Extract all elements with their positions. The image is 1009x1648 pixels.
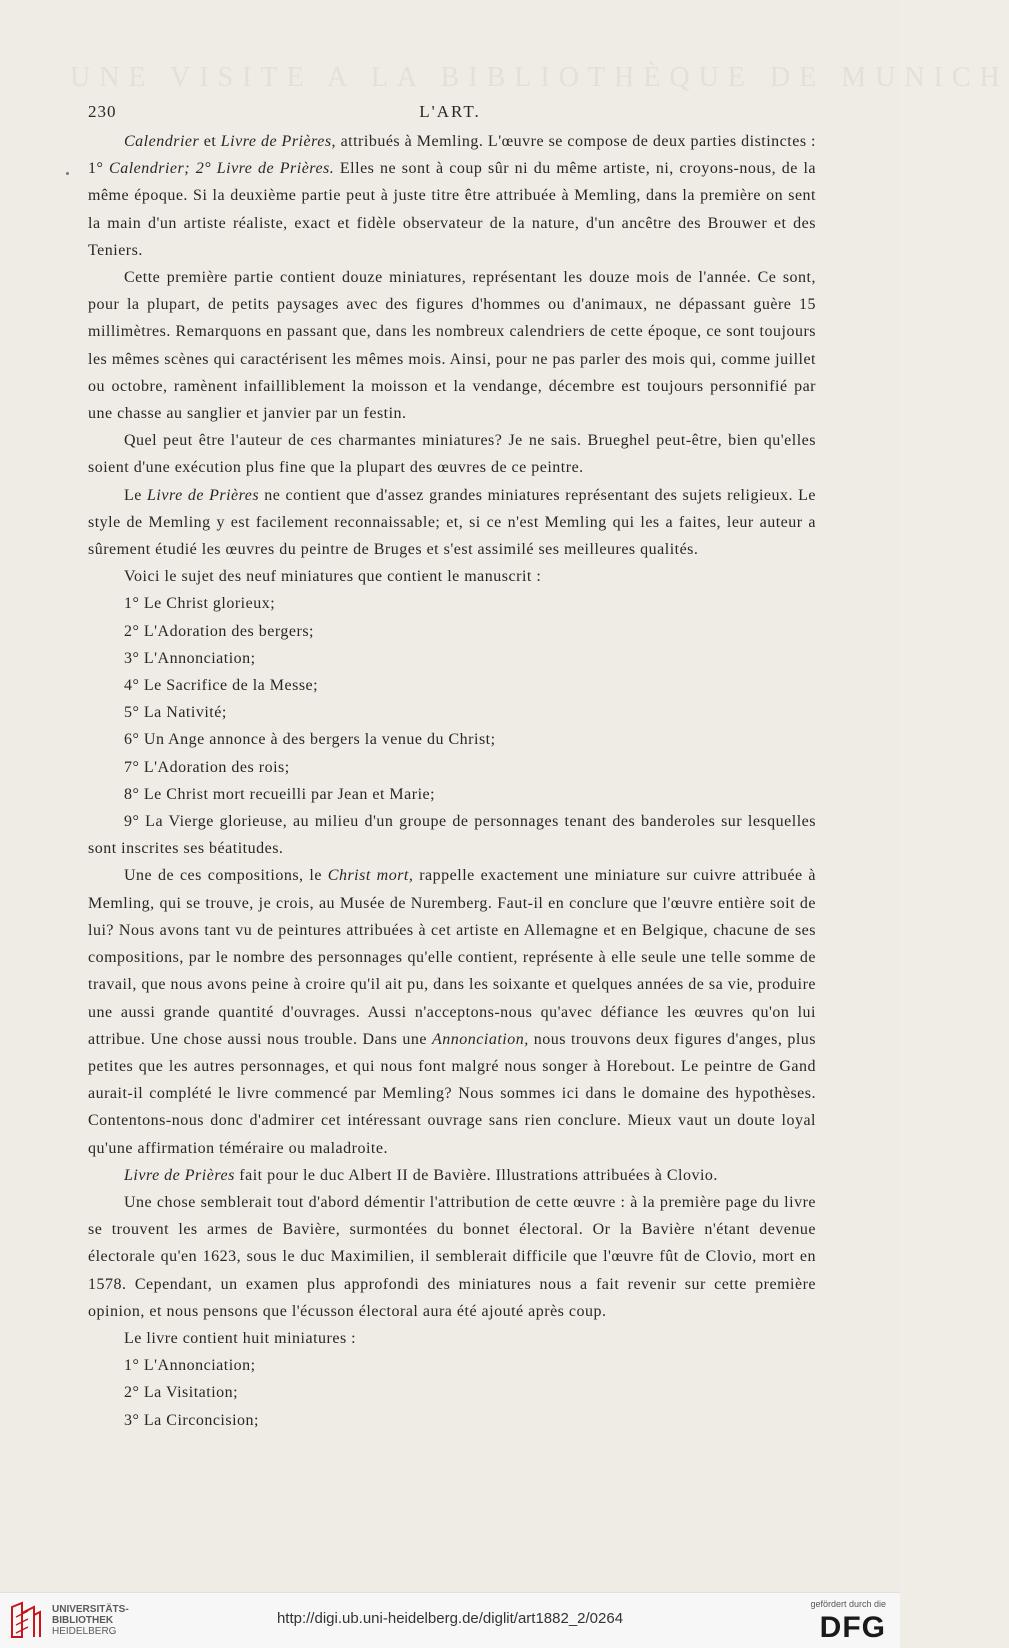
- paragraph: Le livre contient huit miniatures :: [124, 1329, 357, 1347]
- paragraph: Le Livre de Prières ne contient que d'assez grandes miniatures représentant des sujets religieux. Le style de Memling y est facilement reconnaissable; et, si ce n'est Memling qui les a faites, leur auteur a sûrement étudié les œuvres du peintre de Bruges et s'est assimilé ses meilleures qualités.: [88, 486, 817, 559]
- paragraph: Cette première partie contient douze miniatures, représentant les douze mois de l'année. Ce sont, pour la plupart, de petits paysages avec des figures d'hommes ou d'animaux, ne dépassant guère 15 millimètres. Remarquons en passant que, dans les nombreux calendriers de cette époque, ce sont toujours les mêmes scènes qui caractérisent les mêmes mois. Ainsi, pour ne pas parler des mois qui, comme juillet ou octobre, ramènent infailliblement la moisson et la vendange, décembre est toujours personnifié par une chasse au sanglier et janvier par un festin.: [88, 269, 816, 423]
- page-number: 230: [88, 102, 117, 121]
- show-through-text: UNE VISITE A LA BIBLIOTHÈQUE DE MUNICH: [70, 62, 1009, 93]
- list-item: 3° La Circoncision;: [124, 1411, 259, 1429]
- list-item: 1° L'Annonciation;: [124, 1357, 256, 1375]
- margin-speck: [66, 172, 69, 175]
- funding-caption: gefördert durch die: [810, 1599, 886, 1609]
- list-item: 4° Le Sacrifice de la Messe;: [124, 677, 319, 695]
- paragraph: Une chose semblerait tout d'abord démentir l'attribution de cette œuvre : à la première page du livre se trouvent les armes de Bavière, surmontées du bonnet électoral. Or la Bavière n'étant devenue électorale qu'en 1623, sous le duc Maximilien, il semblerait difficile que l'œuvre fût de Clovio, mort en 1578. Cependant, un examen plus approfondi des miniatures nous a fait revenir sur cette première opinion, et nous pensons que l'écusson électoral aura été ajouté après coup.: [88, 1193, 816, 1320]
- list-item: 2° L'Adoration des bergers;: [124, 622, 314, 640]
- paragraph: Quel peut être l'auteur de ces charmantes miniatures? Je ne sais. Brueghel peut-être, bien qu'elles soient d'une exécution plus fine que la plupart des œuvres de ce peintre.: [88, 432, 816, 477]
- list-item: 7° L'Adoration des rois;: [124, 758, 290, 776]
- paragraph: Livre de Prières fait pour le duc Albert II de Bavière. Illustrations attribuées à Clovio.: [124, 1166, 718, 1184]
- paragraph: Voici le sujet des neuf miniatures que contient le manuscrit :: [124, 568, 542, 586]
- running-title: L'ART.: [419, 102, 481, 121]
- list-item: 6° Un Ange annonce à des bergers la venue du Christ;: [124, 731, 496, 749]
- article-body: [88, 128, 816, 1434]
- paragraph: Calendrier et Livre de Prières, attribués à Memling. L'œuvre se compose de deux parties distinctes : 1° Calendrier; 2° Livre de Prières. Elles ne sont à coup sûr ni du même artiste, ni, croyons-nous, de la même époque. Si la deuxième partie peut à juste titre être attribuée à Memling, dans la première on sent la main d'un artiste réaliste, exact et fidèle observateur de la nature, d'un ancêtre des Brouwer et des Teniers.: [88, 133, 817, 259]
- viewer-footer: [0, 1592, 900, 1648]
- list-item: 8° Le Christ mort recueilli par Jean et Marie;: [124, 785, 436, 803]
- list-item: 3° L'Annonciation;: [124, 649, 256, 667]
- paragraph: Une de ces compositions, le Christ mort, rappelle exactement une miniature sur cuivre attribuée à Memling, qui se trouve, je crois, au Musée de Nuremberg. Faut-il en conclure que l'œuvre entière soit de lui? Nous avons tant vu de peintures attribuées à cet artiste en Allemagne et en Belgique, chacune de ses compositions, par le nombre des personnages qu'elle contient, représente à elle seule une telle somme de travail, que nous avons peine à croire qu'il ait pu, dans les soixante et quelques années de sa vie, produire une aussi grande quantité d'ouvrages. Aussi n'acceptons-nous qu'avec défiance les œuvres qu'on lui attribue. Une chose aussi nous trouble. Dans une Annonciation, nous trouvons deux figures d'anges, plus petites que les autres personnages, et qui nous font malgré nous songer à Horebout. Le peintre de Gand aurait-il complété le livre commencé par Memling? Nous sommes ici dans le domaine des hypothèses. Contentons-nous donc d'admirer cet intéressant ouvrage sans rien conclure. Mieux vaut un doute loyal qu'une affirmation téméraire ou maladroite.: [88, 867, 816, 1157]
- permalink-url[interactable]: http://digi.ub.uni-heidelberg.de/diglit/art1882_2/0264: [276, 1610, 624, 1627]
- list-item: 9° La Vierge glorieuse, au milieu d'un groupe de personnages tenant des banderoles sur lesquelles sont inscrites ses béatitudes.: [88, 813, 816, 858]
- list-item: 1° Le Christ glorieux;: [124, 595, 276, 613]
- library-name: UNIVERSITÄTS- BIBLIOTHEK HEIDELBERG: [52, 1604, 129, 1637]
- list-item: 2° La Visitation;: [124, 1384, 239, 1402]
- dfg-logo-icon: DFG: [819, 1611, 886, 1644]
- list-item: 5° La Nativité;: [124, 704, 227, 722]
